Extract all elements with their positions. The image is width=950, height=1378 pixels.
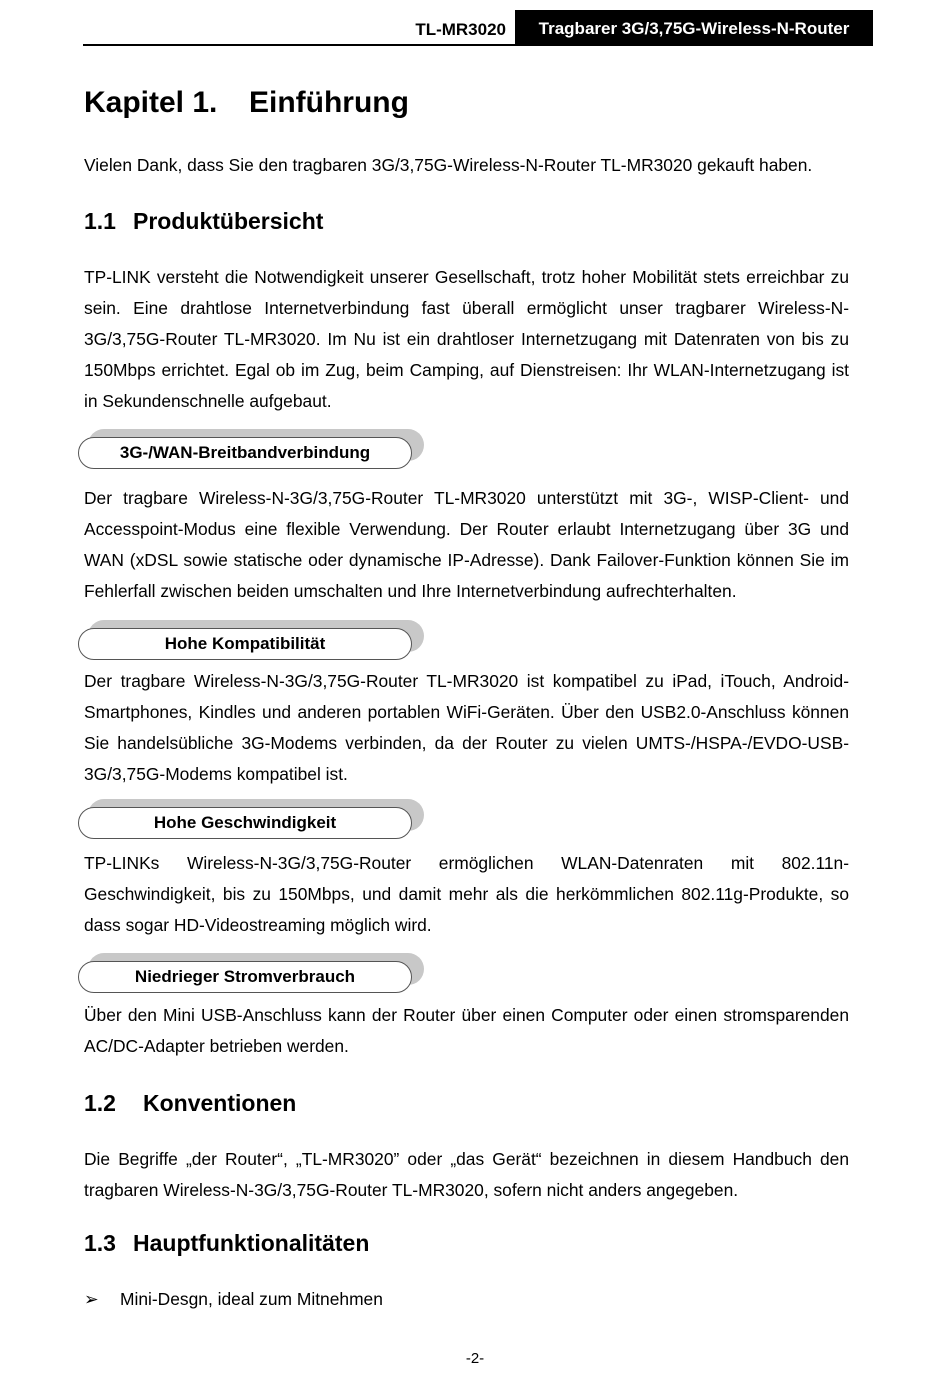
list-item-text: Mini-Desgn, ideal zum Mitnehmen [120, 1289, 383, 1309]
chapter-heading [84, 86, 409, 120]
section-heading-1-1 [84, 208, 323, 235]
label-text: Niedrieger Stromverbrauch [78, 961, 412, 993]
chapter-title: Einführung [249, 86, 409, 119]
intro-paragraph: Vielen Dank, dass Sie den tragbaren 3G/3,75G-Wireless-N-Router TL-MR3020 gekauft haben. [84, 155, 813, 175]
label-text: Hohe Geschwindigkeit [78, 807, 412, 839]
page-number: -2- [465, 1350, 485, 1367]
section-title: Konventionen [143, 1090, 297, 1116]
section-heading-1-3 [84, 1230, 369, 1257]
feature-label-power [78, 953, 428, 997]
header-product-title: Tragbarer 3G/3,75G-Wireless-N-Router [515, 10, 873, 44]
header-model: TL-MR3020 [415, 20, 506, 39]
feature-text-broadband: Der tragbare Wireless-N-3G/3,75G-Router TL-MR3020 unterstützt mit 3G-, WISP-Client- und Accesspoint-Modus eine flexible Verwendung. Der Router erlaubt Internetzugang über 3G und WAN (xDSL sowie statische oder dynamische IP-Adresse). Dank Failover-Funktion können Sie im Fehlerfall zwischen beiden umschalten und Ihre Internetverbindung aufrechterhalten. [84, 488, 849, 601]
list-item [84, 1289, 383, 1310]
page-header [83, 10, 873, 46]
section-number: 1.3 [84, 1230, 116, 1256]
feature-text-compatibility: Der tragbare Wireless-N-3G/3,75G-Router TL-MR3020 ist kompatibel zu iPad, iTouch, Android-Smartphones, Kindles und anderen portablen WiFi-Geräten. Über den USB2.0-Anschluss können Sie handelsübliche 3G-Modems verbinden, da der Router zu vielen UMTS-/HSPA-/EVDO-USB-3G/3,75G-Modems kompatibel ist. [84, 671, 849, 784]
feature-text-power: Über den Mini USB-Anschluss kann der Router über einen Computer oder einen stromsparenden AC/DC-Adapter betrieben werden. [84, 1005, 849, 1056]
conventions-paragraph: Die Begriffe „der Router“, „TL-MR3020” oder „das Gerät“ bezeichnen in diesem Handbuch den tragbaren Wireless-N-3G/3,75G-Router TL-MR3020, sofern nicht anders angegeben. [84, 1149, 849, 1200]
feature-label-compatibility [78, 620, 428, 664]
label-text: Hohe Kompatibilität [78, 628, 412, 660]
section-title: Hauptfunktionalitäten [133, 1230, 370, 1256]
overview-paragraph: TP-LINK versteht die Notwendigkeit unserer Gesellschaft, trotz hoher Mobilität stets erreichbar zu sein. Eine drahtlose Internetverbindung fast überall ermöglicht unser tragbarer Wireless-N-3G/3,75G-Router TL-MR3020. Im Nu ist ein drahtloser Internetzugang mit Datenraten von bis zu 150Mbps errichtet. Egal ob im Zug, beim Camping, auf Dienstreisen: Ihr WLAN-Internetzugang ist in Sekundenschnelle aufgebaut. [84, 267, 849, 411]
chapter-number: Kapitel 1. [84, 86, 218, 119]
section-number: 1.1 [84, 208, 116, 234]
section-number: 1.2 [84, 1090, 116, 1116]
arrow-bullet-icon: ➢ [84, 1289, 99, 1309]
feature-label-speed [78, 799, 428, 843]
section-heading-1-2 [84, 1090, 296, 1117]
section-title: Produktübersicht [133, 208, 324, 234]
feature-label-broadband [78, 429, 428, 473]
feature-text-speed: TP-LINKs Wireless-N-3G/3,75G-Router ermöglichen WLAN-Datenraten mit 802.11n-Geschwindigkeit, bis zu 150Mbps, und damit mehr als die herkömmlichen 802.11g-Produkte, so dass sogar HD-Videostreaming möglich wird. [84, 853, 849, 935]
label-text: 3G-/WAN-Breitbandverbindung [78, 437, 412, 469]
